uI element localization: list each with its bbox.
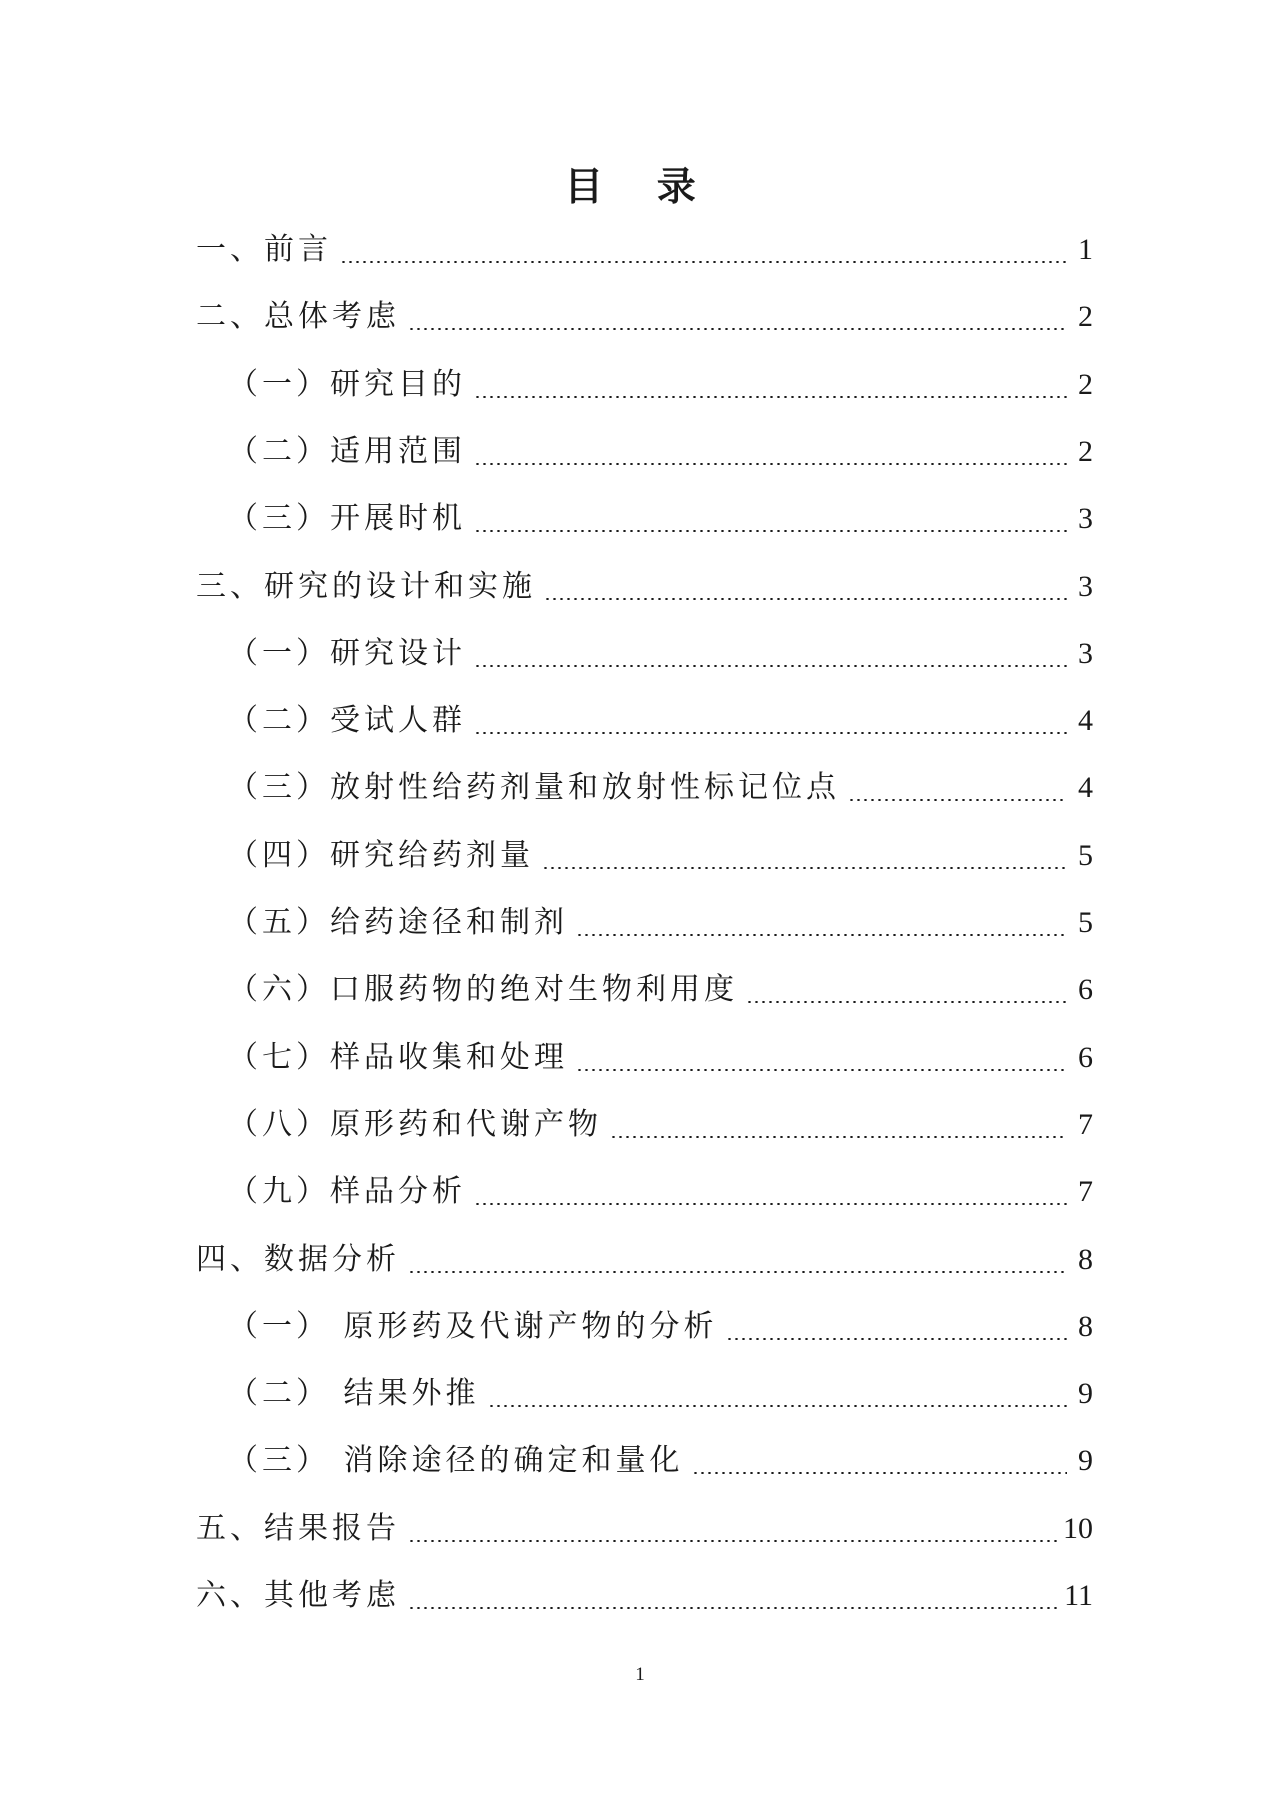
toc-entry-label: 六、其他考虑 <box>196 1578 400 1613</box>
toc-entry-label: （一） 原形药及代谢产物的分析 <box>228 1308 718 1344</box>
toc-entry-label: 五、结果报告 <box>196 1510 400 1546</box>
toc-dot-leader <box>408 1540 1057 1542</box>
toc-entry-page-number: 8 <box>1078 1309 1093 1343</box>
toc-dot-leader <box>474 665 1067 667</box>
toc-dot-leader <box>726 1338 1067 1340</box>
toc-entry[interactable] <box>196 295 1093 339</box>
toc-dot-leader <box>408 1607 1058 1609</box>
toc-dot-leader <box>474 396 1067 398</box>
toc-entry-label: （二）受试人群 <box>228 703 466 739</box>
toc-entry-page-number: 5 <box>1078 906 1093 939</box>
toc-entry-page-number: 1 <box>1078 233 1093 266</box>
toc-entry[interactable] <box>196 228 1093 272</box>
toc-dot-leader <box>488 1405 1067 1407</box>
toc-entry[interactable] <box>196 565 1093 609</box>
toc-entry-label: （四）研究给药剂量 <box>228 837 534 873</box>
toc-dot-leader <box>576 1069 1067 1071</box>
toc-dot-leader <box>408 328 1067 330</box>
toc-entry-page-number: 2 <box>1078 367 1093 401</box>
toc-entry-page-number: 3 <box>1078 569 1093 603</box>
toc-entry-label: 二、总体考虑 <box>196 299 400 335</box>
toc-entry[interactable] <box>228 766 1093 810</box>
toc-entry-label: （九）样品分析 <box>228 1174 466 1210</box>
toc-entry-page-number: 3 <box>1078 502 1093 536</box>
toc-dot-leader <box>848 799 1067 801</box>
toc-entry[interactable] <box>196 1507 1093 1551</box>
toc-entry-page-number: 4 <box>1078 771 1093 805</box>
toc-entry[interactable] <box>228 1170 1093 1214</box>
toc-entry-label: （三） 消除途径的确定和量化 <box>228 1443 684 1479</box>
page-number: 1 <box>635 1664 645 1685</box>
toc-entry[interactable] <box>196 1238 1093 1282</box>
toc-entry[interactable] <box>228 1103 1093 1147</box>
toc-entry-label: （二） 结果外推 <box>228 1376 480 1412</box>
toc-entry-label: （三）放射性给药剂量和放射性标记位点 <box>228 770 840 806</box>
toc-entry-page-number: 10 <box>1063 1511 1093 1545</box>
toc-entry-page-number: 2 <box>1078 300 1093 334</box>
toc-entry-label: 一、前言 <box>196 232 332 267</box>
toc-entry-label: （八）原形药和代谢产物 <box>228 1106 602 1142</box>
toc-entry[interactable] <box>228 1439 1093 1483</box>
toc-dot-leader <box>542 867 1067 869</box>
toc-entry-label: （二）适用范围 <box>228 433 466 469</box>
toc-entry-label: （五）给药途径和制剂 <box>228 905 568 940</box>
toc-dot-leader <box>474 1203 1067 1205</box>
toc-entry[interactable] <box>228 699 1093 743</box>
toc-entry-label: （一）研究设计 <box>228 635 466 671</box>
toc-dot-leader <box>474 463 1067 465</box>
toc-entry-label: 三、研究的设计和实施 <box>196 568 536 604</box>
toc-entry-page-number: 6 <box>1078 973 1093 1007</box>
toc-dot-leader <box>474 530 1067 532</box>
toc-entry-page-number: 11 <box>1064 1579 1093 1612</box>
toc-entry-label: （一）研究目的 <box>228 366 466 402</box>
toc-entry[interactable] <box>228 834 1093 878</box>
toc-dot-leader <box>340 261 1067 263</box>
toc-entry-page-number: 5 <box>1078 838 1093 872</box>
toc-entry[interactable] <box>228 363 1093 407</box>
toc-dot-leader <box>692 1472 1067 1474</box>
toc-entry-label: （三）开展时机 <box>228 501 466 537</box>
toc-entry-page-number: 4 <box>1078 704 1093 738</box>
toc-entry[interactable] <box>228 632 1093 676</box>
toc-dot-leader <box>544 598 1067 600</box>
toc-title: 目 录 <box>564 164 716 210</box>
toc-entry-page-number: 7 <box>1078 1175 1093 1209</box>
toc-entry-page-number: 3 <box>1078 636 1093 670</box>
toc-entry-label: （六）口服药物的绝对生物利用度 <box>228 972 738 1008</box>
toc-entry-page-number: 2 <box>1078 434 1093 468</box>
toc-entry-page-number: 6 <box>1078 1040 1093 1074</box>
toc-entry-label: （七）样品收集和处理 <box>228 1039 568 1075</box>
toc-entry-label: 四、数据分析 <box>196 1241 400 1277</box>
toc-dot-leader <box>610 1136 1067 1138</box>
toc-entry[interactable] <box>228 968 1093 1012</box>
toc-entry-page-number: 7 <box>1078 1107 1093 1141</box>
toc-entry[interactable] <box>228 1372 1093 1416</box>
toc-entry-page-number: 9 <box>1078 1377 1093 1411</box>
toc-entry[interactable] <box>228 1305 1093 1349</box>
toc-entry-page-number: 8 <box>1078 1242 1093 1276</box>
toc-entry[interactable] <box>196 1574 1093 1618</box>
toc-entry[interactable] <box>228 1036 1093 1080</box>
toc-entry[interactable] <box>228 497 1093 541</box>
toc-dot-leader <box>576 934 1067 936</box>
toc-dot-leader <box>408 1271 1067 1273</box>
toc-dot-leader <box>474 732 1067 734</box>
toc-entry[interactable] <box>228 901 1093 945</box>
toc-entry[interactable] <box>228 430 1093 474</box>
toc-entry-page-number: 9 <box>1078 1444 1093 1478</box>
toc-dot-leader <box>746 1001 1067 1003</box>
